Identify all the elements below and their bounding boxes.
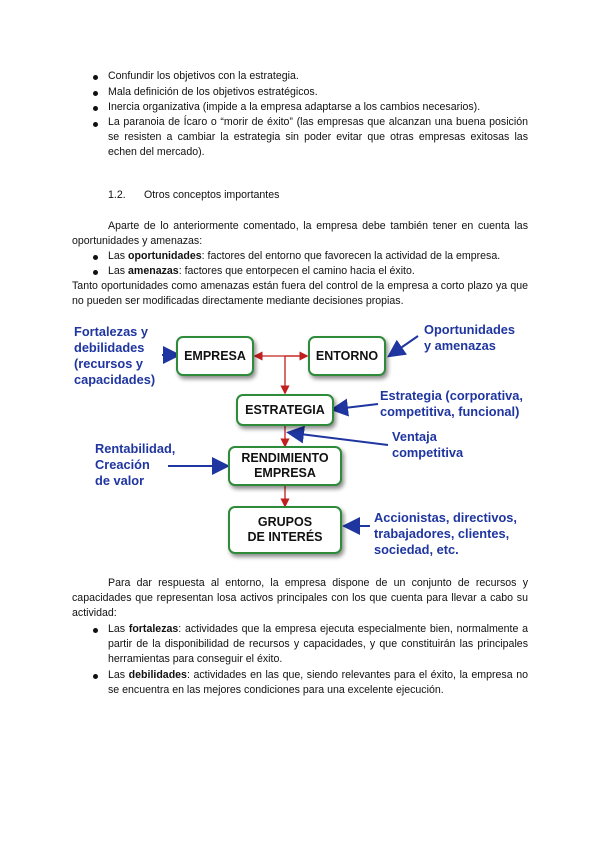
label-line: Ventaja [392, 429, 437, 444]
bullet-dot [93, 628, 98, 633]
label-line: debilidades [74, 340, 145, 355]
label-line: (recursos y [74, 356, 143, 371]
label-line: de valor [95, 473, 145, 488]
list-item-prefix: Las [108, 265, 129, 277]
list-item-rest: : factores del entorno que favorecen la actividad de la empresa. [201, 250, 501, 262]
label-ventaja [392, 429, 463, 461]
label-line: Accionistas, directivos, [374, 510, 517, 525]
box-grupos [228, 506, 342, 554]
box-rendimiento [228, 446, 342, 486]
label-fortalezas [74, 324, 155, 388]
box-rendimiento-line2: EMPRESA [254, 466, 316, 480]
label-line: Rentabilidad, [95, 441, 176, 456]
list-item-rest: : actividades que la empresa ejecuta especialmente bien, normalmente a partir de la disponibilidad de recursos y capacidades, y que constituirán las principales herramientas para conseguir el éxito. [108, 623, 528, 665]
term-amenazas: amenazas [128, 265, 179, 277]
list-item-prefix: Las [108, 669, 129, 681]
list-item: Mala definición de los objetivos estratégicos. [108, 86, 318, 98]
term-oportunidades: oportunidades [128, 250, 202, 262]
list-item [108, 622, 528, 667]
box-rendimiento-line1: RENDIMIENTO [241, 451, 329, 465]
label-line: Fortalezas y [74, 324, 148, 339]
list-item-prefix: Las [108, 250, 129, 262]
label-line: sociedad, etc. [374, 542, 459, 557]
list-item: La paranoia de Ícaro o “morir de éxito” (las empresas que alcanzan una buena posición se resisten a cambiar la estrategia sin poder evitar que otras empresas exitosas las echen del mercado). [108, 116, 528, 158]
label-line: capacidades) [74, 372, 156, 387]
list-item-rest: : factores que entorpecen el camino hacia el éxito. [178, 265, 415, 277]
box-grupos-line1: GRUPOS [257, 515, 313, 529]
label-line: competitiva [392, 445, 464, 460]
list-item: Inercia organizativa (impide a la empresa adaptarse a los cambios necesarios). [108, 101, 481, 113]
term-fortalezas: fortalezas [128, 623, 179, 635]
box-entorno: ENTORNO [308, 336, 386, 376]
label-line: Oportunidades [424, 322, 516, 337]
list-item [108, 668, 528, 698]
list-item: Confundir los objetivos con la estrategia. [108, 70, 299, 82]
bullet-dot [93, 674, 98, 679]
label-line: Creación [95, 457, 150, 472]
paragraph: Aparte de lo anteriormente comentado, la empresa debe también tener en cuenta las oportunidades y amenazas: [72, 220, 528, 247]
label-line: trabajadores, clientes, [374, 526, 510, 541]
box-estrategia: ESTRATEGIA [236, 394, 334, 426]
section-number: 1.2. [108, 189, 126, 201]
label-line: Estrategia (corporativa, [380, 388, 523, 403]
term-debilidades: debilidades [128, 669, 187, 681]
pointer-oportunidades [392, 336, 418, 354]
paragraph: Tanto oportunidades como amenazas están fuera del control de la empresa a corto plazo ya que no pueden ser modificadas directamente mediante decisiones propias. [72, 280, 528, 307]
list-item-rest: : actividades en las que, siendo relevantes para el éxito, la empresa no se encuentra en las mejores condiciones para una excelente ejecución. [108, 669, 528, 696]
paragraph: Para dar respuesta al entorno, la empresa dispone de un conjunto de recursos y capacidades que representan losa activos principales con los que cuenta para llevar a cabo su actividad: [72, 577, 528, 619]
pointer-estrategia [336, 404, 378, 409]
section-title: Otros conceptos importantes [144, 189, 280, 201]
list-item-prefix: Las [108, 623, 129, 635]
pointer-ventaja [292, 433, 388, 445]
label-accionistas [374, 510, 517, 558]
label-rentabilidad [95, 441, 175, 489]
box-empresa: EMPRESA [176, 336, 254, 376]
label-oportunidades [424, 322, 515, 354]
label-estrategia [380, 388, 523, 420]
label-line: competitiva, funcional) [380, 404, 520, 419]
label-line: y amenazas [424, 338, 496, 353]
box-grupos-line2: DE INTERÉS [247, 530, 323, 544]
